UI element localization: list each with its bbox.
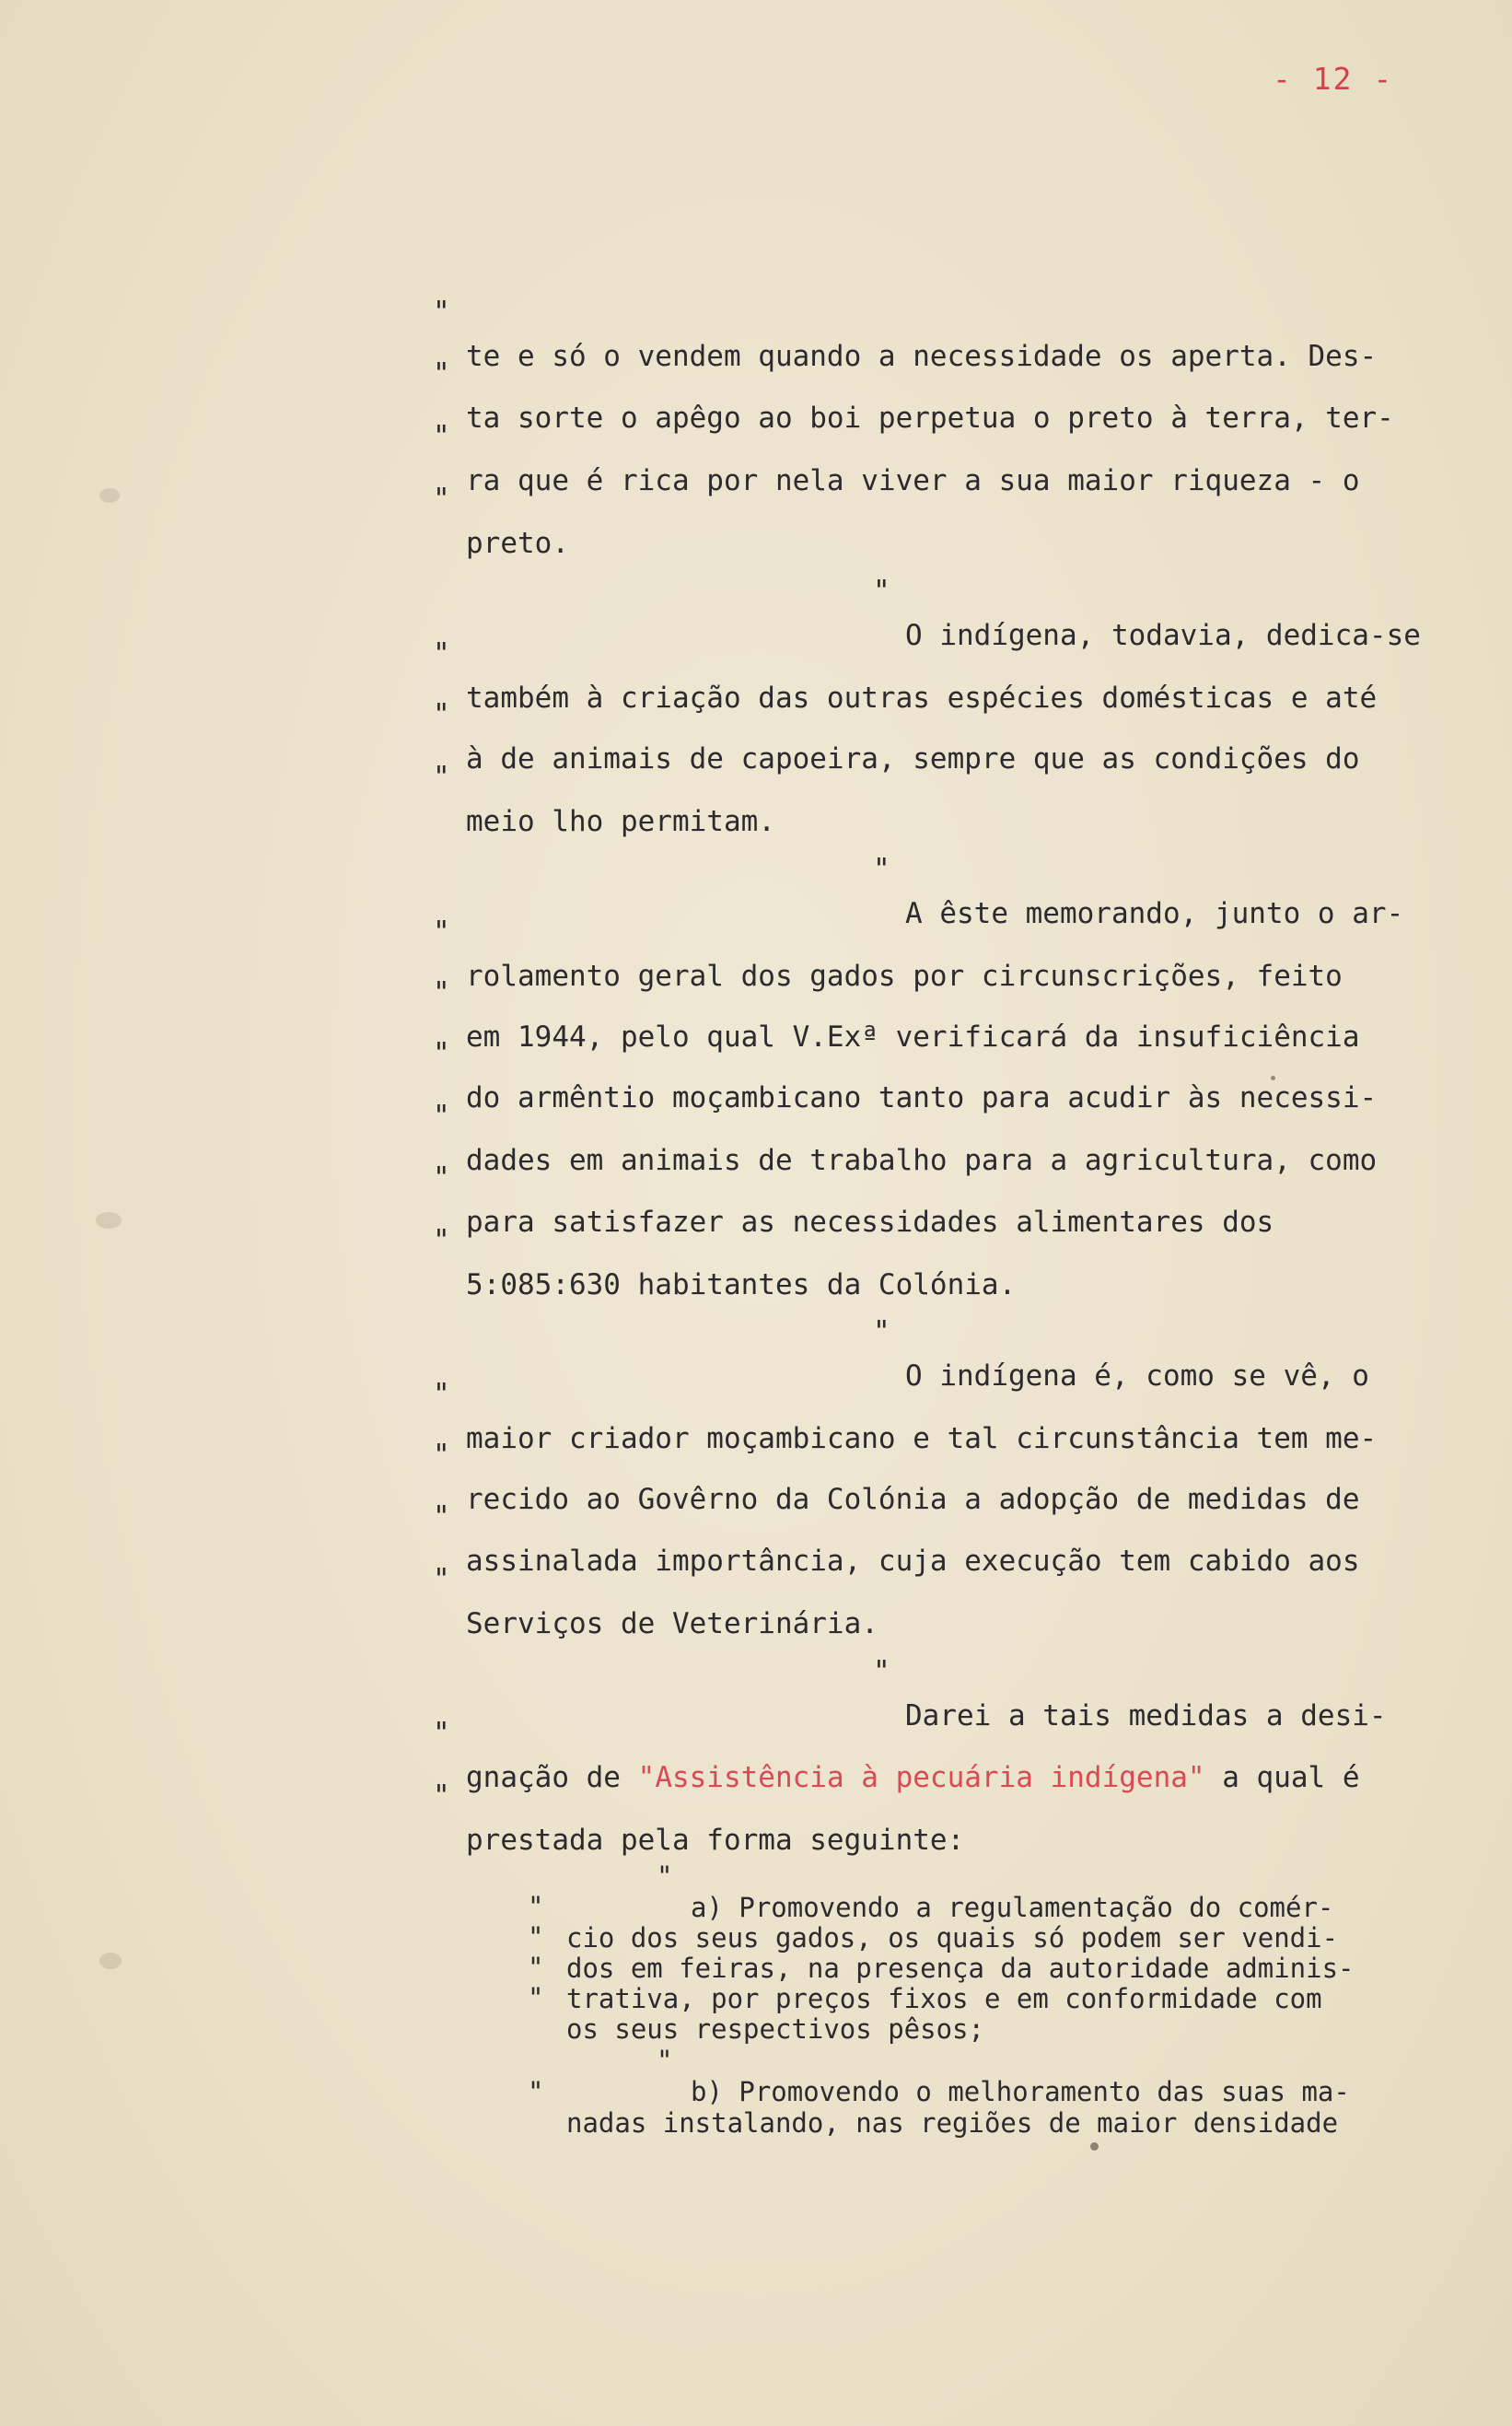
line-text: do armêntio moçambicano tanto para acudir às necessi- [466, 1081, 1378, 1114]
quote-mark: " [433, 1037, 450, 1070]
line-text: dos em feiras, na presença da autoridade adminis- [566, 1953, 1355, 1984]
quote-mark: " [657, 2045, 673, 2076]
paper-speck [96, 1212, 122, 1229]
quote-mark: " [433, 1563, 450, 1596]
quote-mark: " [528, 1891, 544, 1922]
quote-mark: " [528, 1952, 544, 1983]
line-text: à de animais de capoeira, sempre que as condições do [466, 742, 1360, 776]
quote-mark: " [433, 637, 450, 671]
quote-mark: " [433, 357, 450, 391]
line-text: ta sorte o apêgo ao boi perpetua o preto à terra, ter- [466, 402, 1394, 435]
paper-speck [99, 488, 120, 503]
line-text: dades em animais de trabalho para a agricultura, como [466, 1144, 1378, 1177]
text-line [0, 525, 1512, 652]
quote-mark: " [433, 296, 450, 329]
line-text: os seus respectivos pêsos; [566, 2013, 984, 2045]
line-text-end: a qual é [1204, 1761, 1360, 1794]
quote-mark: " [433, 1378, 450, 1411]
quote-mark: " [433, 420, 450, 453]
highlighted-phrase: "Assistência à pecuária indígena" [637, 1761, 1205, 1794]
line-text: 5:085:630 habitantes da Colónia. [466, 1268, 1017, 1301]
line-text: rolamento geral dos gados por circunscrições, feito [466, 960, 1343, 993]
quote-mark: " [528, 1921, 544, 1953]
quote-mark: " [433, 1100, 450, 1133]
text-line [0, 1829, 1512, 1923]
text-line [0, 2013, 1512, 2107]
line-text: ra que é rica por nela viver a sua maior riqueza - o [466, 464, 1360, 497]
quote-mark: " [433, 1500, 450, 1534]
quote-mark: " [433, 698, 450, 731]
line-text: prestada pela forma seguinte: [466, 1824, 965, 1857]
paper-speck [1271, 1076, 1275, 1080]
quote-mark: " [433, 1717, 450, 1750]
line-text: b) Promovendo o melhoramento das suas ma- [691, 2076, 1350, 2107]
paper-speck [99, 1953, 122, 1969]
quote-mark: " [433, 916, 450, 949]
quote-mark: " [433, 1224, 450, 1257]
quote-mark: " [873, 1315, 890, 1348]
line-text: recido ao Govêrno da Colónia a adopção de medidas de [466, 1483, 1360, 1516]
line-text: trativa, por preços fixos e em conformidade com [566, 1983, 1322, 2014]
text-line [0, 1265, 1512, 1393]
line-text: O indígena é, como se vê, o [905, 1359, 1369, 1393]
quote-mark: " [528, 1982, 544, 2013]
text-line [0, 246, 1512, 373]
quote-mark: " [433, 1161, 450, 1195]
quote-mark: " [528, 2076, 544, 2107]
line-text: em 1944, pelo qual V.Exª verificará da insuficiência [466, 1021, 1360, 1054]
quote-mark: " [433, 1439, 450, 1472]
line-text: Serviços de Veterinária. [466, 1607, 878, 1640]
page-number: - 12 - [1273, 61, 1394, 97]
line-text-start: gnação de [466, 1761, 621, 1794]
text-line [0, 1605, 1512, 1732]
line-text: te e só o vendem quando a necessidade os aperta. Des- [466, 340, 1378, 373]
quote-mark: " [433, 761, 450, 794]
quote-mark: " [873, 1655, 890, 1688]
text-line [0, 803, 1512, 930]
line-text: meio lho permitam. [466, 805, 775, 838]
line-text: também à criação das outras espécies domésticas e até [466, 682, 1378, 715]
line-text: nadas instalando, nas regiões de maior densidade [566, 2107, 1339, 2139]
line-text: O indígena, todavia, dedica-se [905, 619, 1421, 652]
line-text: maior criador moçambicano e tal circunstância tem me- [466, 1422, 1378, 1455]
quote-mark: " [657, 1860, 673, 1892]
quote-mark: " [433, 483, 450, 516]
paper-speck [1090, 2142, 1099, 2151]
quote-mark: " [873, 575, 890, 608]
line-text: A êste memorando, junto o ar- [905, 897, 1404, 930]
quote-mark: " [873, 853, 890, 886]
line-text: assinalada importância, cuja execução tem cabido aos [466, 1545, 1360, 1578]
line-text: preto. [466, 527, 569, 560]
quote-mark: " [433, 976, 450, 1009]
line-text: para satisfazer as necessidades alimentares dos [466, 1206, 1274, 1239]
line-text: cio dos seus gados, os quais só podem ser vendi- [566, 1922, 1339, 1954]
line-text: a) Promovendo a regulamentação do comér- [691, 1892, 1334, 1923]
quote-mark: " [433, 1779, 450, 1813]
line-text: Darei a tais medidas a desi- [905, 1699, 1387, 1732]
